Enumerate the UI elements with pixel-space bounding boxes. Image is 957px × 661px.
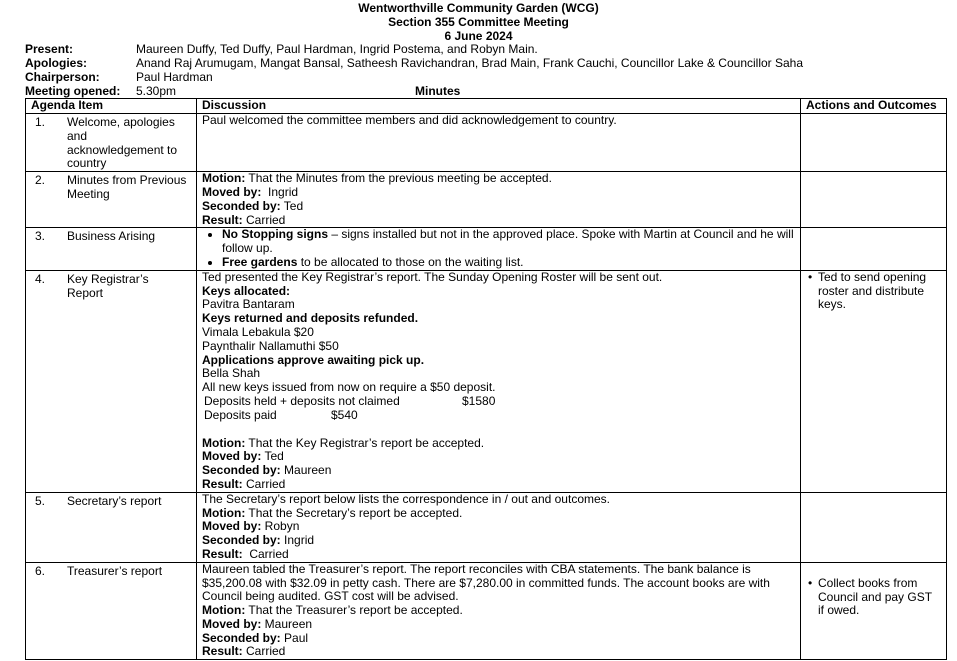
seconded-by-label: Seconded by:: [202, 198, 281, 213]
document-header: [0, 0, 957, 43]
motion-text: That the Secretary’s report be accepted.: [245, 505, 463, 520]
moved-by-value: Ted: [261, 449, 284, 464]
applications-heading: Applications approve awaiting pick up.: [202, 352, 425, 367]
seconded-by-value: Maureen: [280, 463, 332, 478]
actions-cell: [801, 492, 947, 562]
keys-returned-heading: Keys returned and deposits refunded.: [202, 311, 419, 326]
refund-entry: Vimala Lebakula $20: [202, 324, 314, 339]
result-value: Carried: [242, 212, 286, 227]
discussion-cell: [197, 172, 801, 228]
discussion-cell: [197, 228, 801, 270]
list-item: [222, 228, 795, 256]
deposit-note: All new keys issued from now on require a $50 deposit.: [202, 380, 496, 395]
moved-by-value: Robyn: [261, 519, 300, 534]
meeting-title: Section 355 Committee Meeting: [388, 15, 569, 29]
result-label: Result:: [202, 644, 243, 659]
result-label: Result:: [202, 476, 243, 491]
table-row: [26, 492, 947, 562]
col-header-agenda: Agenda Item: [26, 99, 197, 114]
discussion-cell: [197, 114, 801, 172]
action-item: • Collect books from Council and pay GST if owed.: [818, 577, 941, 618]
meeting-opened-value: 5.30pm: [136, 84, 177, 98]
item-name: Key Registrar’s Report: [67, 271, 149, 300]
seconded-by-label: Seconded by:: [202, 533, 281, 548]
garden-title: Wentworthville Community Garden (WCG): [358, 1, 599, 15]
report-intro: Maureen tabled the Treasurer’s report. The report reconciles with CBA statements. The bank balance is $35,200.08 with $32.09 in petty cash. There are $7,280.00 in committed funds. The account books are with Council being audited. GST cost will be advised.: [202, 561, 770, 604]
business-list: [202, 228, 795, 269]
item-number: 5.: [35, 493, 46, 508]
apologies-value: Anand Raj Arumugam, Mangat Bansal, Satheesh Ravichandran, Brad Main, Frank Cauchi, Councillor Lake & Councillor Saha: [136, 56, 804, 70]
seconded-by-label: Seconded by:: [202, 630, 281, 645]
actions-list: [806, 577, 941, 618]
discussion-cell: [197, 270, 801, 492]
item-name: Business Arising: [67, 229, 156, 244]
item-number: 3.: [35, 229, 46, 244]
free-gardens-label: Free gardens: [222, 254, 298, 269]
item-number: 2.: [35, 173, 46, 188]
agenda-cell: [26, 562, 197, 660]
motion-label: Motion:: [202, 505, 246, 520]
present-row: [25, 42, 803, 56]
action-item: • Ted to send opening roster and distribute keys.: [818, 271, 941, 312]
item-name: Secretary’s report: [67, 493, 162, 508]
minutes-heading: Minutes: [415, 84, 461, 98]
moved-by-label: Moved by:: [202, 184, 262, 199]
key-holder: Pavitra Bantaram: [202, 297, 295, 312]
result-label: Result:: [202, 546, 243, 561]
col-header-actions: Actions and Outcomes: [801, 99, 947, 114]
actions-cell: [801, 228, 947, 270]
present-value: Maureen Duffy, Ted Duffy, Paul Hardman, Ingrid Postema, and Robyn Main.: [136, 42, 538, 56]
free-gardens-text: to be allocated to those on the waiting list.: [297, 254, 524, 269]
table-row: [26, 114, 947, 172]
motion-label: Motion:: [202, 603, 246, 618]
motion-label: Motion:: [202, 171, 246, 186]
report-intro: The Secretary’s report below lists the correspondence in / out and outcomes.: [202, 491, 610, 506]
no-stopping-text: – signs installed but not in the approved place. Spoke with Martin at Council and he will follow up.: [222, 227, 794, 256]
seconded-by-value: Paul: [280, 630, 309, 645]
motion-text: That the Key Registrar’s report be accepted.: [245, 435, 485, 450]
discussion-cell: [197, 562, 801, 660]
no-stopping-label: No Stopping signs: [222, 227, 328, 242]
applicant: Bella Shah: [202, 366, 261, 381]
deposits-paid-label: Deposits paid: [204, 407, 277, 422]
meeting-date: 6 June 2024: [444, 29, 513, 43]
agenda-cell: [26, 172, 197, 228]
deposits-paid-amount: $540: [331, 407, 358, 422]
chairperson-row: [25, 70, 803, 84]
actions-cell: [801, 562, 947, 660]
moved-by-label: Moved by:: [202, 449, 262, 464]
result-label: Result:: [202, 212, 243, 227]
item-number: 6.: [35, 563, 46, 578]
motion-label: Motion:: [202, 435, 246, 450]
discussion-text: Paul welcomed the committee members and did acknowledgement to country.: [202, 113, 617, 127]
report-intro: Ted presented the Key Registrar’s report. The Sunday Opening Roster will be sent out.: [202, 269, 663, 284]
deposits-held-amount: $1580: [462, 393, 496, 408]
result-value: Carried: [242, 644, 286, 659]
chairperson-value: Paul Hardman: [136, 70, 213, 84]
deposits-held-label: Deposits held + deposits not claimed: [204, 393, 400, 408]
discussion-cell: [197, 492, 801, 562]
table-row: [26, 228, 947, 270]
item-name: Welcome, apologies and acknowledgement to country: [67, 115, 178, 171]
minutes-table: [25, 98, 947, 660]
table-header-row: [26, 99, 947, 114]
table-row: [26, 172, 947, 228]
chairperson-label: Chairperson:: [25, 70, 100, 84]
motion-text: That the Treasurer’s report be accepted.: [245, 603, 463, 618]
item-name: Treasurer’s report: [67, 563, 163, 578]
moved-by-value: Maureen: [261, 616, 313, 631]
seconded-by-value: Ingrid: [280, 533, 315, 548]
actions-list: [806, 271, 941, 312]
actions-cell: [801, 114, 947, 172]
agenda-cell: [26, 228, 197, 270]
table-row: [26, 270, 947, 492]
result-value: Carried: [242, 476, 286, 491]
result-value: Carried: [242, 546, 289, 561]
actions-cell: [801, 270, 947, 492]
moved-by-value: Ingrid: [261, 184, 299, 199]
motion-text: That the Minutes from the previous meeting be accepted.: [245, 171, 552, 186]
present-label: Present:: [25, 42, 74, 56]
seconded-by-label: Seconded by:: [202, 463, 281, 478]
apologies-row: [25, 56, 803, 70]
list-item: [222, 256, 795, 270]
actions-cell: [801, 172, 947, 228]
seconded-by-value: Ted: [280, 198, 304, 213]
agenda-cell: [26, 114, 197, 172]
keys-allocated-heading: Keys allocated:: [202, 283, 291, 298]
moved-by-label: Moved by:: [202, 519, 262, 534]
apologies-label: Apologies:: [25, 56, 87, 70]
agenda-cell: [26, 270, 197, 492]
table-row: [26, 562, 947, 660]
item-number: 1.: [35, 115, 46, 129]
meeting-opened-label: Meeting opened:: [25, 84, 121, 98]
refund-entry: Paynthalir Nallamuthi $50: [202, 338, 339, 353]
item-number: 4.: [35, 271, 46, 286]
item-name: Minutes from Previous Meeting: [67, 173, 187, 201]
agenda-cell: [26, 492, 197, 562]
moved-by-label: Moved by:: [202, 616, 262, 631]
col-header-discussion: Discussion: [197, 99, 801, 114]
